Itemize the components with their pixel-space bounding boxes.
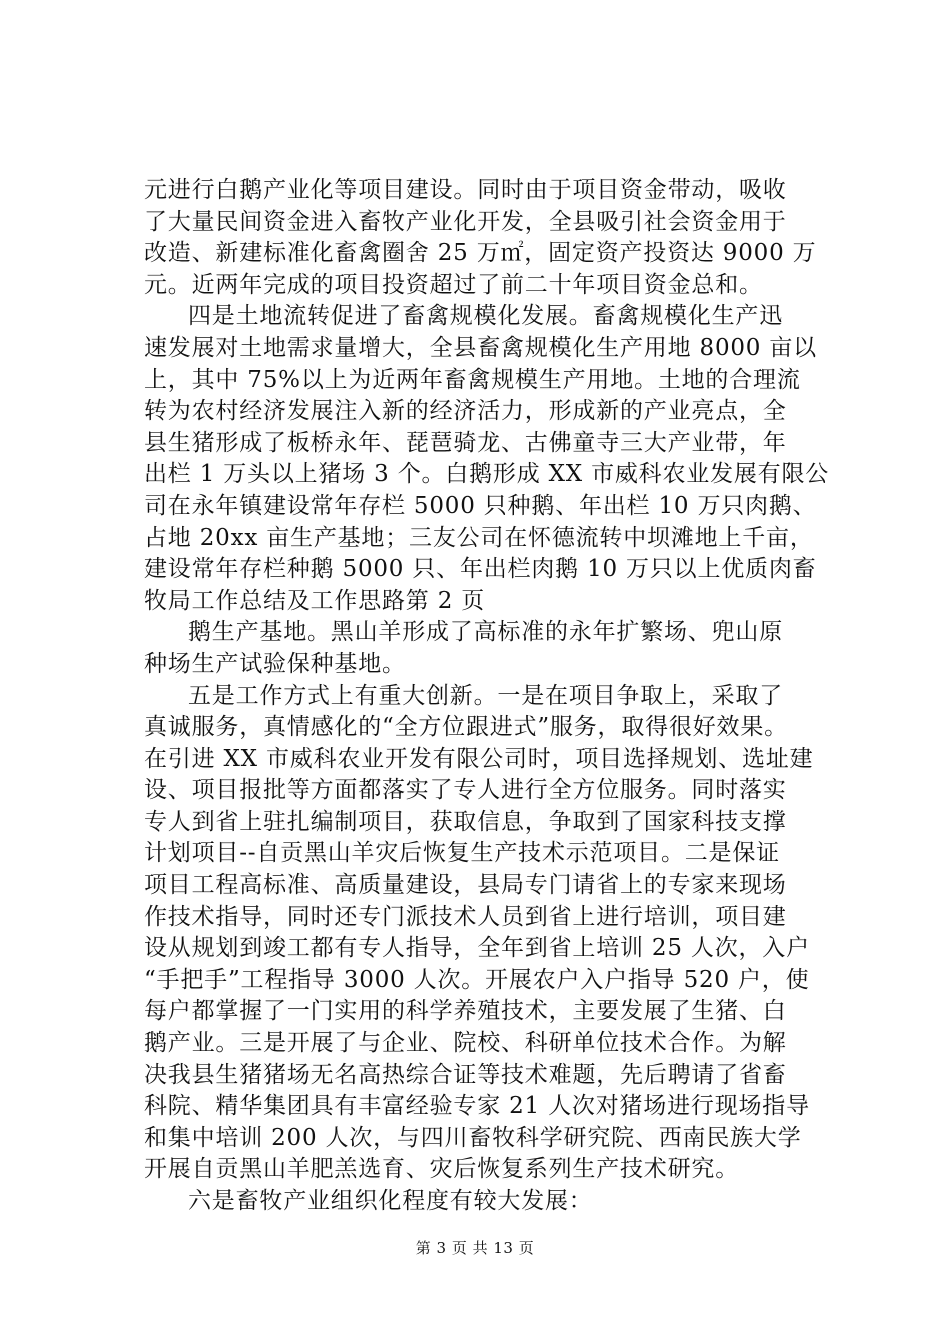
text-line: 鹅生产基地。黑山羊形成了高标准的永年扩繁场、兜山原	[188, 619, 783, 646]
text-line: 占地 20xx 亩生产基地；三友公司在怀德流转中坝滩地上千亩，	[144, 524, 814, 551]
text-line: 速发展对土地需求量增大，全县畜禽规模化生产用地 8000 亩以	[144, 334, 817, 361]
text-line: 了大量民间资金进入畜牧产业化开发，全县吸引社会资金用于	[144, 208, 787, 235]
text-line: 鹅产业。三是开展了与企业、院校、科研单位技术合作。为解	[144, 1030, 787, 1057]
text-line: 转为农村经济发展注入新的经济活力，形成新的产业亮点，全	[144, 398, 787, 425]
text-line: 出栏 1 万头以上猪场 3 个。白鹅形成 XX 市威科农业发展有限公	[144, 461, 830, 488]
text-line: 建设常年存栏种鹅 5000 只、年出栏肉鹅 10 万只以上优质肉畜	[144, 556, 817, 583]
text-line: 县生猪形成了板桥永年、琵琶骑龙、古佛童寺三大产业带，年	[144, 429, 787, 456]
document-body	[144, 175, 834, 1218]
text-line: 计划项目--自贡黑山羊灾后恢复生产技术示范项目。二是保证	[144, 840, 780, 867]
text-line: 在引进 XX 市威科农业开发有限公司时，项目选择规划、选址建	[144, 745, 814, 772]
text-line: 种场生产试验保种基地。	[144, 650, 406, 677]
text-line: 每户都掌握了一门实用的科学养殖技术，主要发展了生猪、白	[144, 998, 787, 1025]
text-line: 和集中培训 200 人次，与四川畜牧科学研究院、西南民族大学	[144, 1124, 802, 1151]
text-line: 改造、新建标准化畜禽圈舍 25 万㎡，固定资产投资达 9000 万	[144, 240, 817, 267]
text-line: 作技术指导，同时还专门派技术人员到省上进行培训，项目建	[144, 903, 787, 930]
text-line: 决我县生猪猪场无名高热综合证等技术难题，先后聘请了省畜	[144, 1061, 787, 1088]
text-line: 科院、精华集团具有丰富经验专家 21 人次对猪场进行现场指导	[144, 1093, 810, 1120]
text-line: 元。近两年完成的项目投资超过了前二十年项目资金总和。	[144, 271, 763, 298]
page-footer: 第 3 页 共 13 页	[415, 1239, 535, 1257]
text-line: 四是土地流转促进了畜禽规模化发展。畜禽规模化生产迅	[188, 303, 783, 330]
text-line: 上，其中 75%以上为近两年畜禽规模生产用地。土地的合理流	[144, 366, 801, 393]
text-line: 设、项目报批等方面都落实了专人进行全方位服务。同时落实	[144, 777, 787, 804]
text-line: 牧局工作总结及工作思路第 2 页	[144, 587, 486, 614]
text-line: 项目工程高标准、高质量建设，县局专门请省上的专家来现场	[144, 872, 787, 899]
text-line: 专人到省上驻扎编制项目，获取信息，争取到了国家科技支撑	[144, 808, 787, 835]
text-line: 元进行白鹅产业化等项目建设。同时由于项目资金带动，吸收	[144, 177, 787, 203]
text-line: 六是畜牧产业组织化程度有较大发展：	[188, 1188, 593, 1214]
text-line: “手把手”工程指导 3000 人次。开展农户入户指导 520 户，使	[144, 966, 810, 993]
text-line: 开展自贡黑山羊肥羔选育、灾后恢复系列生产技术研究。	[144, 1156, 739, 1183]
text-line: 司在永年镇建设常年存栏 5000 只种鹅、年出栏 10 万只肉鹅、	[144, 492, 817, 519]
text-line: 设从规划到竣工都有专人指导，全年到省上培训 25 人次，入户	[144, 935, 810, 962]
text-line: 真诚服务，真情感化的“全方位跟进式”服务，取得很好效果。	[144, 714, 788, 741]
text-line: 五是工作方式上有重大创新。一是在项目争取上，采取了	[188, 682, 783, 709]
